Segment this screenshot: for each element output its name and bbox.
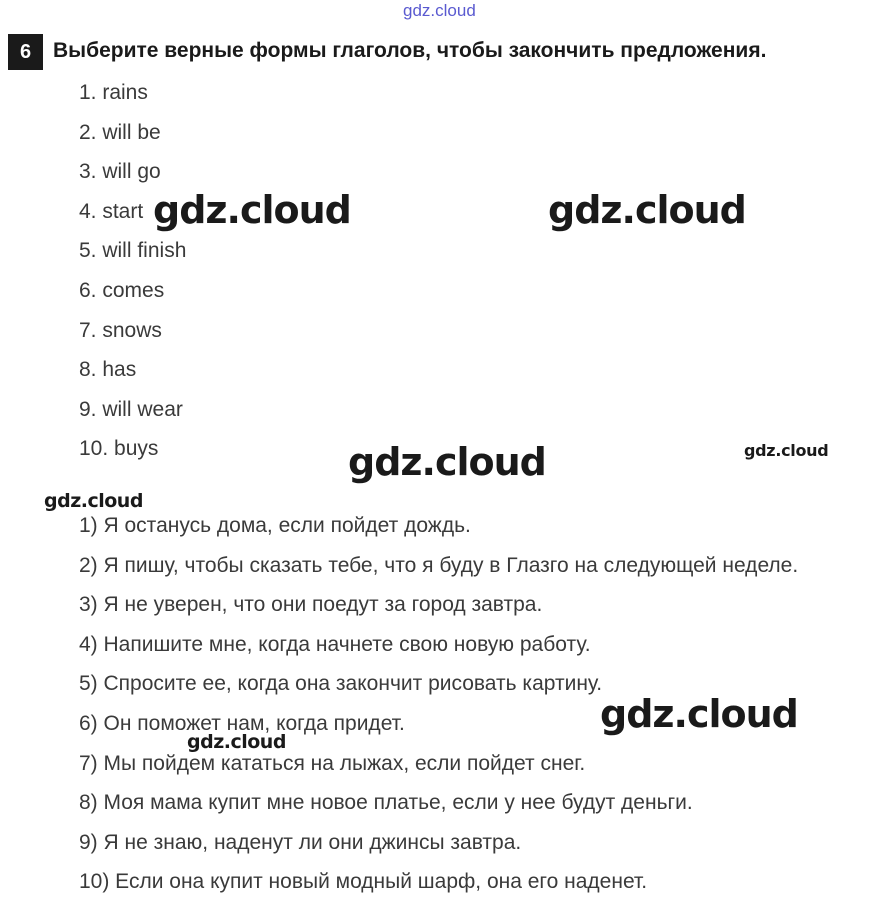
watermark: gdz.cloud xyxy=(548,188,746,232)
answer-item: 6. comes xyxy=(79,278,165,302)
watermark: gdz.cloud xyxy=(153,188,351,232)
watermark: gdz.cloud xyxy=(600,692,798,736)
translation-item: 8) Моя мама купит мне новое платье, если у нее будут деньги. xyxy=(79,791,693,815)
task-title: Выберите верные формы глаголов, чтобы закончить предложения. xyxy=(53,39,767,62)
translation-item: 3) Я не уверен, что они поедут за город завтра. xyxy=(79,593,543,617)
task-number-badge: 6 xyxy=(8,34,43,70)
answer-item: 4. start xyxy=(79,199,144,223)
watermark: gdz.cloud xyxy=(348,440,546,484)
translation-item: 2) Я пишу, чтобы сказать тебе, что я буду в Глазго на следующей неделе. xyxy=(79,553,799,577)
translation-item: 4) Напишите мне, когда начнете свою новую работу. xyxy=(79,632,591,656)
translation-item: 5) Спросите ее, когда она закончит рисовать картину. xyxy=(79,672,603,696)
watermark: gdz.cloud xyxy=(744,441,829,460)
answer-item: 8. has xyxy=(79,358,137,382)
translation-item: 10) Если она купит новый модный шарф, она его наденет. xyxy=(79,870,648,894)
translation-item: 9) Я не знаю, наденут ли они джинсы завтра. xyxy=(79,830,522,854)
watermark: gdz.cloud xyxy=(44,490,143,512)
translation-item: 7) Мы пойдем кататься на лыжах, если пойдет снег. xyxy=(79,751,586,775)
translation-item: 6) Он поможет нам, когда придет. xyxy=(79,711,405,735)
answer-item: 10. buys xyxy=(79,437,159,461)
answer-item: 9. will wear xyxy=(79,397,183,421)
translation-item: 1) Я останусь дома, если пойдет дождь. xyxy=(79,514,471,537)
answer-item: 5. will finish xyxy=(79,239,187,263)
answer-item: 1. rains xyxy=(79,81,148,104)
answer-item: 3. will go xyxy=(79,160,161,184)
answer-item: 7. snows xyxy=(79,318,162,342)
watermark: gdz.cloud xyxy=(187,731,286,753)
answer-item: 2. will be xyxy=(79,120,161,144)
top-watermark: gdz.cloud xyxy=(403,1,476,20)
answers-list xyxy=(79,78,186,474)
